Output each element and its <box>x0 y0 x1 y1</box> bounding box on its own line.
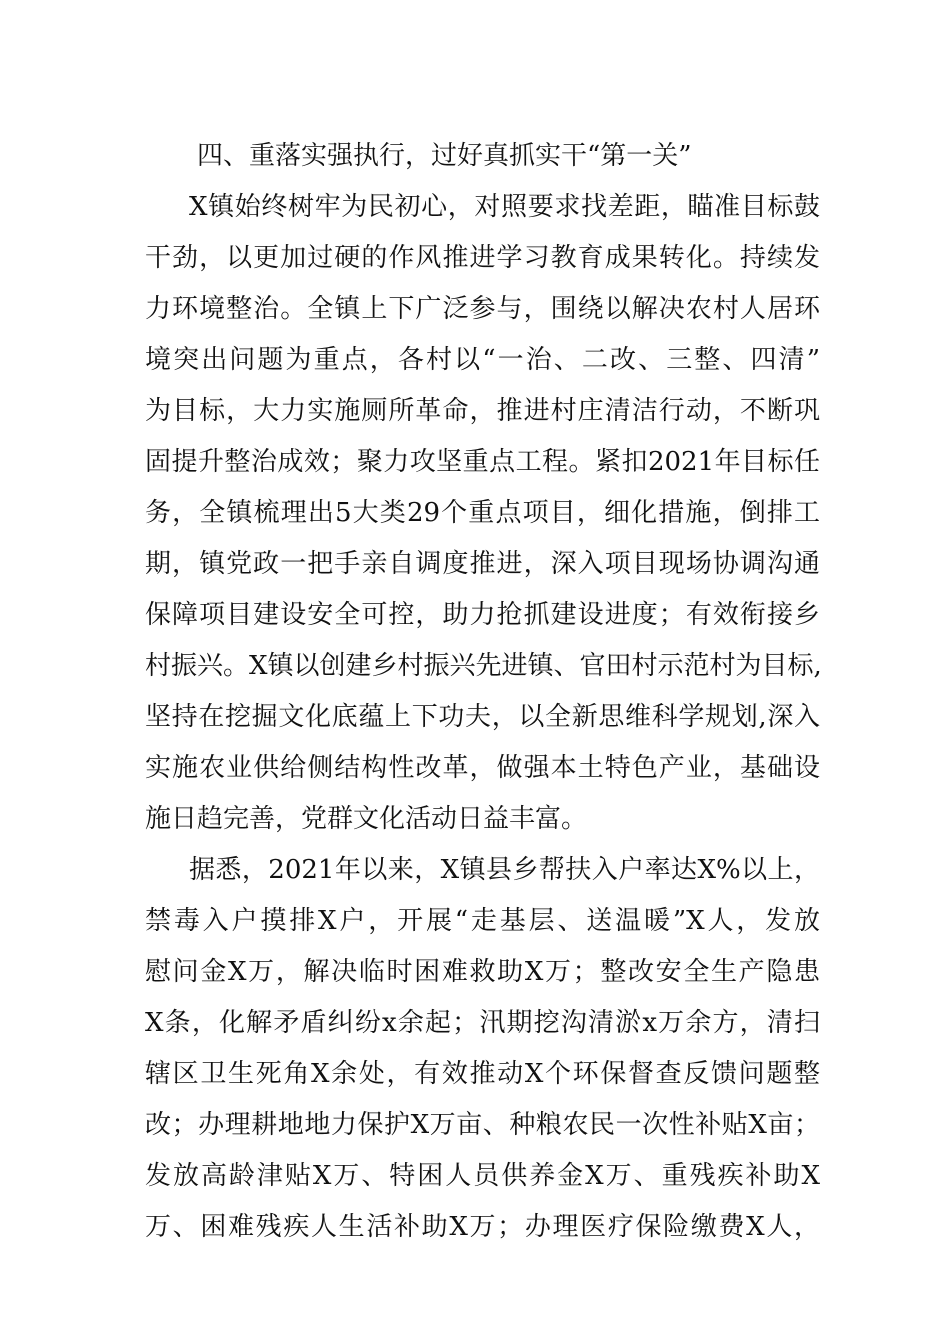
paragraph-1-line: 施日趋完善，党群文化活动日益丰富。 <box>145 804 588 834</box>
paragraph-1-line: 坚持在挖掘文化底蕴上下功夫，以全新思维科学规划,深入 <box>145 702 820 732</box>
document-body <box>145 131 820 1253</box>
paragraph-2-line: 发放高龄津贴X万、特困人员供养金X万、重残疾补助X <box>145 1161 820 1191</box>
paragraph-2-line: 辖区卫生死角X余处，有效推动X个环保督查反馈问题整 <box>145 1059 820 1089</box>
paragraph-1-line: 务，全镇梳理出5大类29个重点项目，细化措施，倒排工 <box>145 498 820 528</box>
paragraph-1-line: X镇始终树牢为民初心，对照要求找差距，瞄准目标鼓 <box>189 192 820 222</box>
paragraph-1-line: 期，镇党政一把手亲自调度推进，深入项目现场协调沟通 <box>145 549 820 579</box>
paragraph-1-line: 干劲，以更加过硬的作风推进学习教育成果转化。持续发 <box>145 243 820 273</box>
paragraph-1-line: 境突出问题为重点，各村以“一治、二改、三整、四清” <box>145 345 820 375</box>
paragraph-2-line: 改；办理耕地地力保护X万亩、种粮农民一次性补贴X亩； <box>145 1110 820 1140</box>
paragraph-2-line: 禁毒入户摸排X户，开展“走基层、送温暖”X人，发放 <box>145 906 820 936</box>
paragraph-1-line: 力环境整治。全镇上下广泛参与，围绕以解决农村人居环 <box>145 294 820 324</box>
paragraph-1-line: 固提升整治成效；聚力攻坚重点工程。紧扣2021年目标任 <box>145 447 820 477</box>
paragraph-1 <box>145 182 820 845</box>
paragraph-2 <box>145 845 820 1253</box>
paragraph-2-line: X条，化解矛盾纠纷x余起；汛期挖沟清淤x万余方，清扫 <box>145 1008 820 1038</box>
paragraph-1-line: 实施农业供给侧结构性改革，做强本土特色产业，基础设 <box>145 753 820 783</box>
paragraph-1-line: 为目标，大力实施厕所革命，推进村庄清洁行动，不断巩 <box>145 396 820 426</box>
paragraph-1-line: 村振兴。X镇以创建乡村振兴先进镇、官田村示范村为目标, <box>145 651 822 681</box>
paragraph-2-line: 万、困难残疾人生活补助X万；办理医疗保险缴费X人， <box>145 1212 820 1242</box>
paragraph-2-line: 慰问金X万，解决临时困难救助X万；整改安全生产隐患 <box>145 957 820 987</box>
paragraph-1-line: 保障项目建设安全可控，助力抢抓建设进度；有效衔接乡 <box>145 600 820 630</box>
paragraph-2-line: 据悉，2021年以来，X镇县乡帮扶入户率达X%以上， <box>189 855 820 885</box>
section-heading: 四、重落实强执行，过好真抓实干“第一关” <box>197 141 692 171</box>
